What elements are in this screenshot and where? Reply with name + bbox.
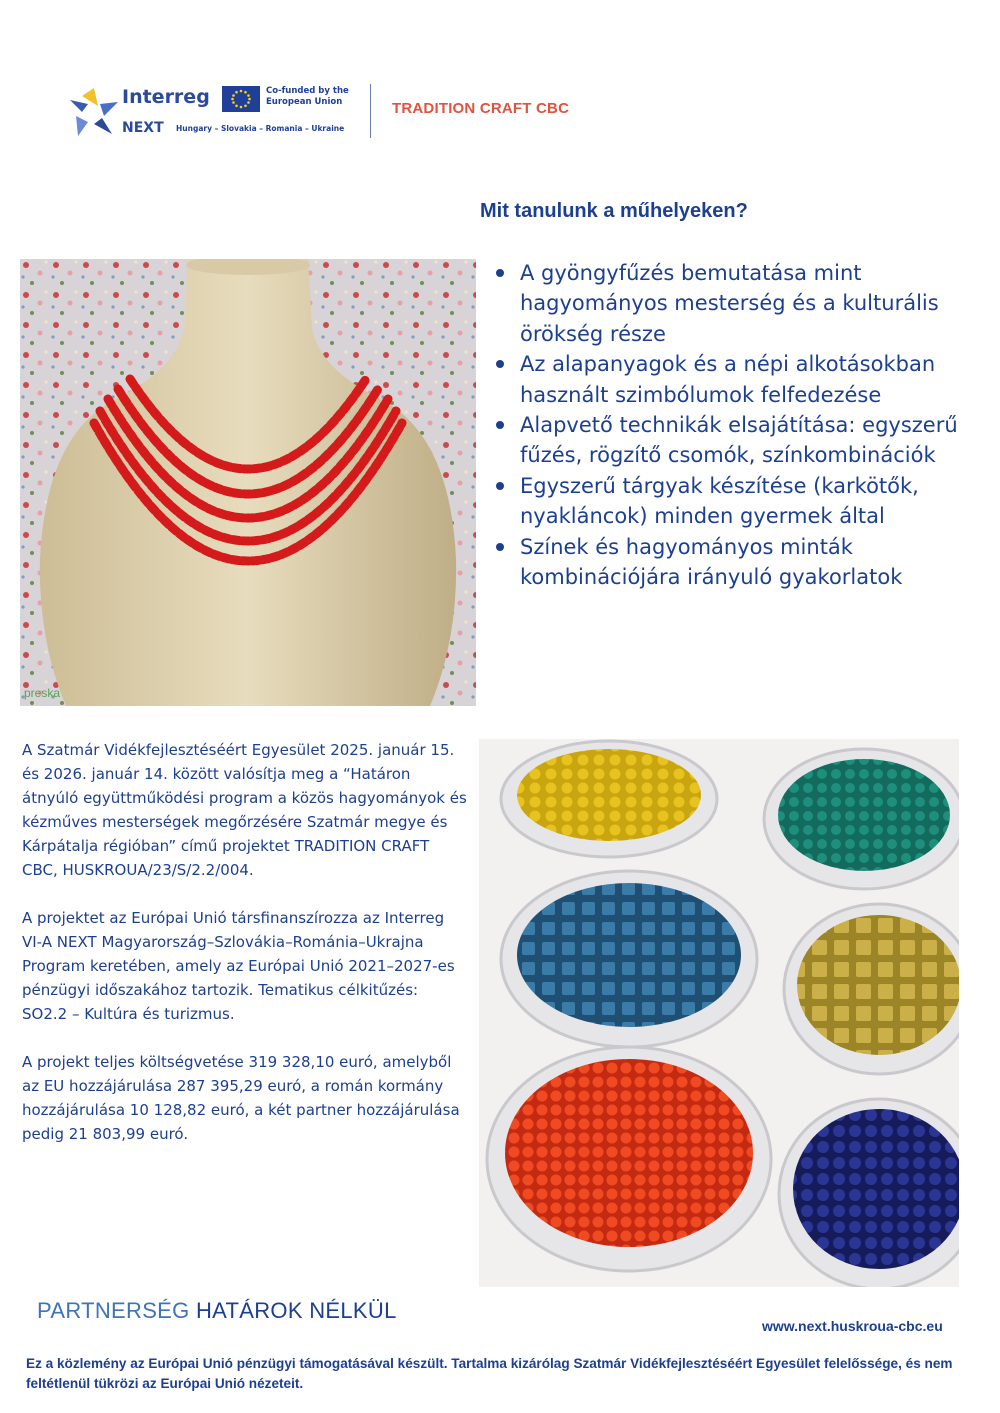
interreg-star-icon [68, 86, 120, 138]
slogan-part-1: PARTNERSÉG [37, 1298, 190, 1323]
interreg-logo [64, 80, 374, 142]
photo-watermark: preska [24, 686, 61, 700]
list-item: Az alapanyagok és a népi alkotásokban használt szimbólumok felfedezése [494, 349, 974, 410]
necklace-photo [20, 259, 476, 706]
list-item: Színek és hagyományos minták kombinációjára irányuló gyakorlatok [494, 532, 974, 593]
logo-divider [370, 84, 371, 138]
eu-cofunded-text: Co-funded by the European Union [266, 86, 349, 107]
list-item: Alapvető technikák elsajátítása: egyszerű fűzés, rögzítő csomók, színkombinációk [494, 410, 974, 471]
project-tagline: TRADITION CRAFT CBC [392, 100, 570, 117]
eu-flag-icon [222, 86, 260, 112]
logo-name: Interreg [122, 86, 210, 108]
paragraph: A projektet az Európai Unió társfinanszírozza az Interreg VI-A NEXT Magyarország–Szlovákia–Románia–Ukrajna Program keretében, amely az Európai Unió 2021–2027-es pénzügyi időszakához tartozik. Tematikus célkitűzés: SO2.2 – Kultúra és turizmus. [22, 909, 455, 1023]
list-item: Egyszerű tárgyak készítése (karkötők, nyakláncok) minden gyermek által [494, 471, 974, 532]
partnership-slogan [37, 1298, 397, 1324]
beads-photo [479, 739, 959, 1287]
workshop-heading: Mit tanulunk a műhelyeken? [480, 200, 748, 222]
beads-illustration [479, 739, 959, 1287]
paragraph: A Szatmár Vidékfejlesztéséért Egyesület 2025. január 15. és 2026. január 14. között valósítja meg a “Határon átnyúló együttműködési program a közös hagyományok és kézműves mesterségek megőrzésére Szatmár megye és Kárpátalja régióban” című projektet TRADITION CRAFT CBC, HUSKROUA/23/S/2.2/004. [22, 741, 467, 879]
list-item: A gyöngyfűzés bemutatása mint hagyományos mesterség és a kulturális örökség része [494, 258, 974, 349]
eu-disclaimer: Ez a közlemény az Európai Unió pénzügyi támogatásával készült. Tartalma kizárólag Szatmár Vidékfejlesztéséért Egyesület felelőssége, és nem feltétlenül tükrözi az Európai Unió nézeteit. [26, 1356, 953, 1391]
logo-countries: Hungary – Slovakia – Romania – Ukraine [176, 124, 345, 133]
logo-next: NEXT [122, 120, 164, 136]
project-description [22, 738, 467, 1170]
website-link[interactable]: www.next.huskroua-cbc.eu [762, 1318, 943, 1334]
slogan-part-2: HATÁROK NÉLKÜL [195, 1298, 397, 1323]
workshop-list [494, 258, 974, 592]
paragraph: A projekt teljes költségvetése 319 328,10 euró, amelyből az EU hozzájárulása 287 395,29 euró, a román kormány hozzájárulása 10 128,82 euró, a két partner hozzájárulása pedig 21 803,99 euró. [22, 1053, 460, 1143]
necklace-illustration [20, 259, 476, 706]
